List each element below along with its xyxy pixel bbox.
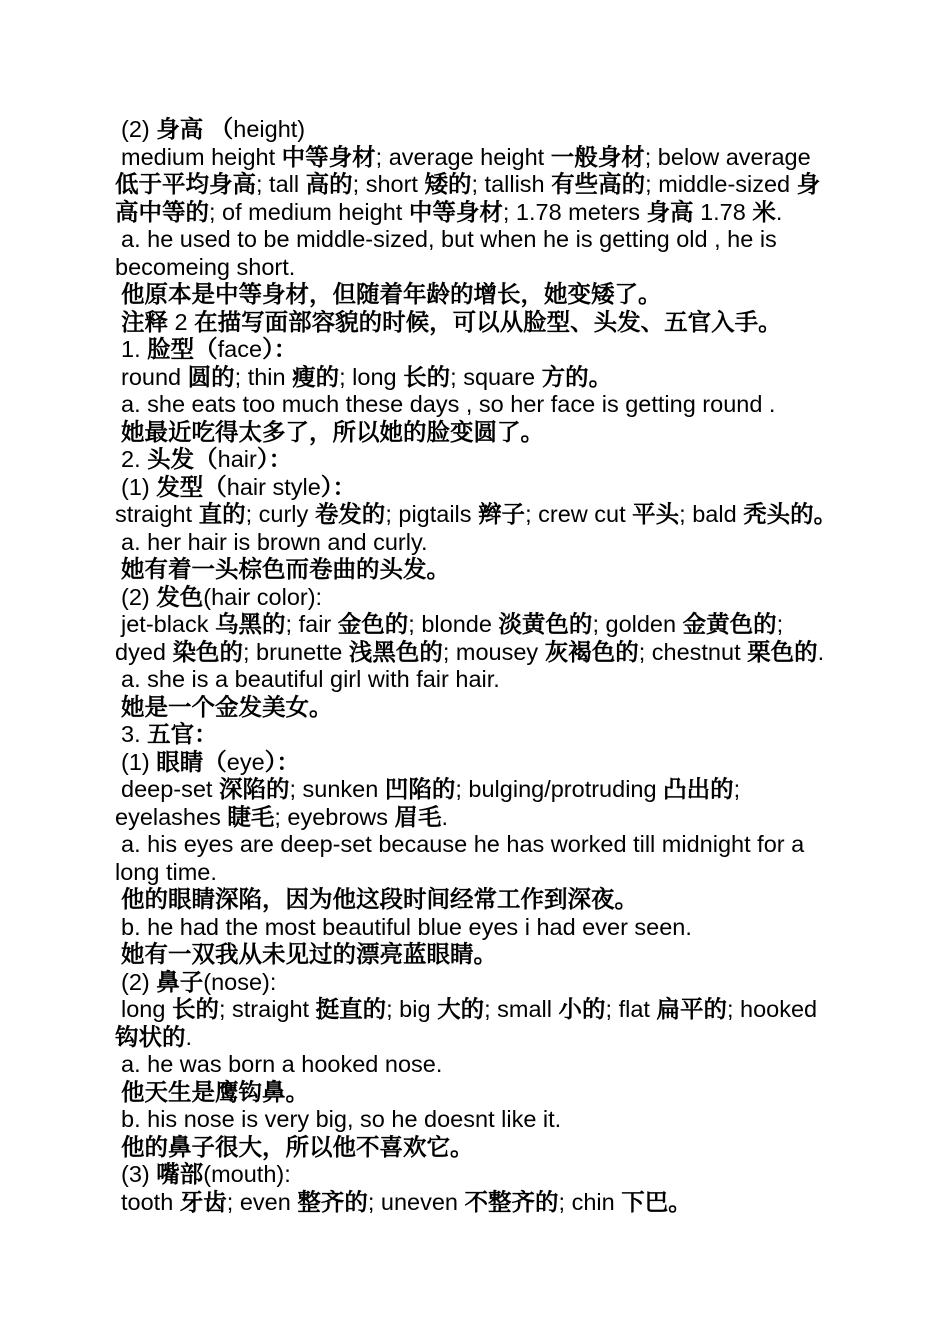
text-segment: ; below average [644, 143, 811, 170]
document-line [115, 1106, 915, 1134]
document-line [115, 584, 915, 612]
text-segment: eyelashes [115, 803, 228, 830]
text-segment: ; of medium height [209, 198, 409, 225]
text-segment: ; [733, 776, 741, 802]
document-line [115, 859, 915, 887]
document-line [115, 694, 915, 722]
document-line [115, 281, 915, 309]
text-segment: . [185, 1023, 193, 1050]
text-segment: (mouth): [203, 1161, 291, 1187]
text-segment: 长的 [171, 996, 219, 1022]
text-segment: 高中等的 [115, 198, 209, 225]
text-segment: ; flat [605, 996, 657, 1022]
text-segment: a. her hair is brown and curly. [121, 528, 428, 555]
text-segment: 不整齐的 [464, 1188, 559, 1215]
text-segment: 淡黄色的 [498, 611, 593, 637]
text-segment: ; short [352, 171, 425, 197]
text-segment: ; even [226, 1188, 298, 1215]
text-segment: (hair color): [203, 583, 323, 610]
text-segment: 米 [752, 198, 776, 225]
text-segment: a. his eyes are deep-set because he has worked till midnight for a [121, 831, 805, 857]
document-line [115, 391, 915, 419]
text-segment: ; straight [218, 996, 316, 1022]
text-segment: 在描写面部容貌的时候，可以从脸型、头发、五官入手。 [194, 308, 782, 335]
text-segment: ; [776, 611, 784, 637]
text-segment: ; bald [679, 501, 744, 527]
text-segment: (2) [121, 116, 157, 142]
text-segment: ; middle-sized [645, 171, 797, 197]
text-segment: 中等身材 [408, 198, 503, 225]
document-line [115, 831, 915, 859]
document-line [115, 336, 915, 364]
text-segment: hair [217, 446, 257, 472]
text-segment: ; chin [558, 1188, 622, 1215]
text-segment: ; curly [245, 501, 315, 527]
text-segment: 深陷的 [218, 776, 290, 802]
text-segment: ; eyebrows [274, 803, 395, 830]
text-segment: eye [226, 748, 265, 775]
text-segment: a. she eats too much these days , so her face is getting round . [121, 391, 776, 417]
text-segment: ; bulging/protruding [455, 776, 664, 802]
text-segment: ; chestnut [638, 638, 748, 665]
document-line [115, 1189, 915, 1217]
text-segment: ; sunken [289, 776, 385, 802]
text-segment: ; small [484, 996, 559, 1022]
document-body [115, 116, 915, 1216]
document-line [115, 199, 915, 227]
text-segment: 1. [121, 336, 148, 362]
text-segment: 钩状的 [115, 1023, 186, 1050]
text-segment: 发型（ [156, 473, 227, 500]
document-line [115, 666, 915, 694]
text-segment: ; square [450, 363, 542, 390]
text-segment: 卷发的 [314, 501, 386, 527]
text-segment: 她最近吃得太多了，所以她的脸变圆了。 [121, 418, 544, 445]
text-segment: 五官： [147, 721, 218, 747]
document-line [115, 254, 915, 282]
text-segment: 1.78 [693, 198, 753, 225]
document-line [115, 914, 915, 942]
text-segment: 睫毛 [227, 803, 275, 830]
text-segment: 浅黑色的 [348, 638, 443, 665]
text-segment: ; crew cut [525, 501, 633, 527]
text-segment: 乌黑的 [215, 611, 286, 637]
text-segment: hair style [226, 473, 321, 500]
document-line [115, 776, 915, 804]
text-segment: 她有一双我从未见过的漂亮蓝眼睛。 [121, 941, 497, 967]
text-segment: 高的 [305, 171, 353, 197]
text-segment: ; 1.78 meters [502, 198, 647, 225]
document-line [115, 501, 915, 529]
text-segment: ; tall [256, 171, 306, 197]
document-line [115, 226, 915, 254]
text-segment: ; big [386, 996, 438, 1022]
text-segment: straight [115, 501, 199, 527]
document-line [115, 639, 915, 667]
text-segment: 中等身材 [281, 143, 376, 170]
text-segment: 下巴。 [621, 1188, 692, 1215]
text-segment: 秃头的。 [743, 501, 838, 527]
text-segment: 有些高的 [551, 171, 646, 197]
text-segment: 他的眼睛深陷，因为他这段时间经常工作到深夜。 [121, 886, 638, 912]
document-line [115, 556, 915, 584]
text-segment: 整齐的 [297, 1188, 368, 1215]
text-segment: ; fair [285, 611, 338, 637]
text-segment: 矮的 [424, 171, 472, 197]
document-line [115, 309, 915, 337]
text-segment: 金黄色的 [682, 611, 777, 637]
text-segment: 身 [796, 171, 821, 197]
text-segment: 他原本是中等身材，但随着年龄的增长，她变矮了。 [121, 281, 662, 307]
text-segment: 鼻子 [156, 968, 204, 995]
text-segment: dyed [115, 638, 173, 665]
text-segment: 嘴部 [156, 1161, 204, 1187]
text-segment: 他天生是鹰钩鼻。 [121, 1078, 309, 1105]
text-segment: ）： [256, 446, 293, 472]
text-segment: 平头 [632, 501, 680, 527]
text-segment: (2) [121, 583, 157, 610]
text-segment: 2. [121, 446, 148, 472]
document-line [115, 969, 915, 997]
text-segment: ; brunette [243, 638, 349, 665]
text-segment: 凹陷的 [384, 776, 456, 802]
text-segment: 脸型（ [147, 336, 218, 362]
text-segment: ）： [320, 473, 357, 500]
document-line [115, 171, 915, 199]
text-segment: becomeing short. [115, 253, 296, 280]
text-segment: ）： [264, 748, 300, 775]
text-segment: (3) [121, 1161, 157, 1187]
text-segment: 直的 [198, 501, 246, 527]
text-segment: 身高 （ [156, 116, 234, 142]
text-segment: ; mousey [442, 638, 545, 665]
text-segment: long [121, 996, 172, 1022]
text-segment: (2) [121, 968, 157, 995]
text-segment: 发色 [156, 583, 204, 610]
document-line [115, 116, 915, 144]
text-segment: height) [233, 116, 306, 142]
text-segment: 染色的 [172, 638, 243, 665]
text-segment: 大的 [437, 996, 485, 1022]
document-line [115, 446, 915, 474]
text-segment: 头发（ [147, 446, 218, 472]
text-segment: 一般身材 [550, 143, 645, 170]
text-segment: 眉毛 [394, 803, 442, 830]
document-line [115, 364, 915, 392]
document-line [115, 1134, 915, 1162]
text-segment: 3. [121, 721, 148, 747]
text-segment: 方的。 [541, 363, 613, 390]
document-line [115, 721, 915, 749]
document-line [115, 529, 915, 557]
text-segment: 凸出的 [663, 776, 734, 802]
document-line [115, 611, 915, 639]
text-segment: face [217, 336, 263, 362]
document-line [115, 886, 915, 914]
document-line [115, 941, 915, 969]
text-segment: 辫子 [478, 501, 526, 527]
text-segment: ; thin [234, 363, 293, 390]
text-segment: . [775, 198, 783, 225]
text-segment: ; hooked [726, 996, 818, 1022]
text-segment: 小的 [558, 996, 606, 1022]
text-segment: 瘦的 [292, 363, 340, 390]
text-segment: . [817, 638, 825, 665]
text-segment: ; pigtails [385, 501, 479, 527]
text-segment: ; long [339, 363, 404, 390]
text-segment: 他的鼻子很大，所以他不喜欢它。 [121, 1133, 474, 1160]
text-segment: ; tallish [471, 171, 552, 197]
text-segment: b. he had the most beautiful blue eyes i had ever seen. [121, 913, 692, 940]
text-segment: 金色的 [337, 611, 409, 637]
text-segment: (1) [121, 473, 157, 500]
document-line [115, 1079, 915, 1107]
text-segment: 眼睛（ [156, 748, 227, 775]
text-segment: 牙齿 [179, 1188, 227, 1215]
text-segment: 长的 [403, 363, 451, 390]
text-segment: 她有着一头棕色而卷曲的头发。 [121, 556, 450, 582]
text-segment: long time. [115, 858, 217, 885]
text-segment: 注释 [121, 308, 168, 335]
document-line [115, 1161, 915, 1189]
document-line [115, 749, 915, 777]
document-line [115, 1051, 915, 1079]
text-segment: 灰褐色的 [544, 638, 639, 665]
text-segment: tooth [121, 1188, 180, 1215]
document-line [115, 996, 915, 1024]
text-segment: . [441, 803, 449, 830]
text-segment: ; golden [592, 611, 683, 637]
text-segment: 扁平的 [656, 996, 727, 1022]
text-segment: 挺直的 [315, 996, 387, 1022]
text-segment: ; uneven [367, 1188, 465, 1215]
text-segment: 她是一个金发美女。 [121, 693, 333, 720]
text-segment: (nose): [203, 968, 277, 995]
text-segment: 2 [168, 308, 195, 335]
text-segment: 低于平均身高 [115, 171, 256, 197]
text-segment: (1) [121, 748, 157, 775]
document-line [115, 474, 915, 502]
text-segment: 栗色的 [747, 638, 818, 665]
text-segment: deep-set [121, 776, 219, 802]
text-segment: b. his nose is very big, so he doesnt like it. [121, 1106, 562, 1132]
text-segment: ; average height [375, 143, 551, 170]
text-segment: ）： [262, 336, 298, 362]
text-segment: 圆的 [187, 363, 235, 390]
document-line [115, 804, 915, 832]
text-segment: a. he used to be middle-sized, but when he is getting old , he is [121, 226, 777, 252]
text-segment: a. she is a beautiful girl with fair hair. [121, 666, 500, 692]
text-segment: jet-black [121, 611, 216, 637]
document-line [115, 1024, 915, 1052]
text-segment: round [121, 363, 188, 390]
document-line [115, 419, 915, 447]
text-segment: medium height [121, 143, 282, 170]
text-segment: 身高 [646, 198, 694, 225]
text-segment: ; blonde [408, 611, 499, 637]
document-line [115, 144, 915, 172]
text-segment: a. he was born a hooked nose. [121, 1051, 443, 1077]
